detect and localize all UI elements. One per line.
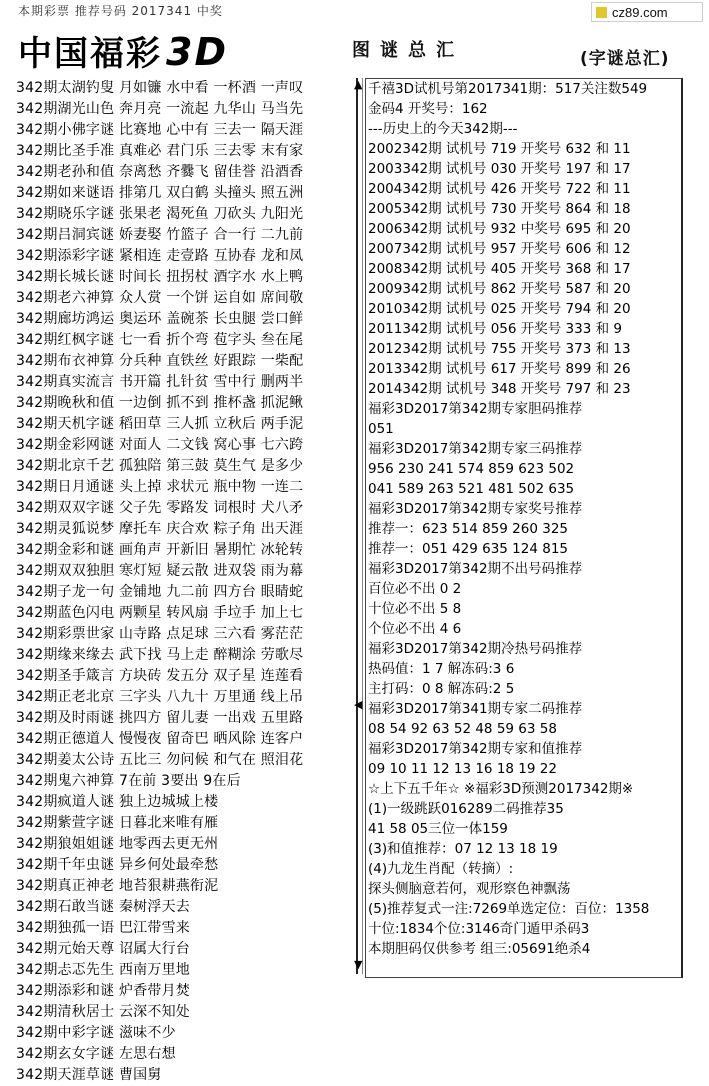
prediction-line: 2008342期 试机号 405 开奖号 368 和 17 (368, 261, 631, 277)
prediction-line: 2013342期 试机号 617 开奖号 899 和 26 (368, 361, 631, 377)
prediction-line: 百位必不出 0 2 (368, 581, 462, 597)
riddle-row: 342期日月通谜 头上掉 求状元 瓶中物 一连二 (16, 479, 304, 495)
riddle-row: 342期天机字谜 稻田草 三人抓 立秋后 两手泥 (16, 416, 304, 432)
prediction-line: 2005342期 试机号 730 开奖号 864 和 18 (368, 201, 631, 217)
badge-square-icon (596, 7, 607, 18)
prediction-line: 热码值：1 7 解冻码:3 6 (368, 661, 515, 677)
riddle-row: 342期廊坊鸿运 奥运环 盖碗茶 长虫腿 尝口鲜 (16, 311, 304, 327)
riddle-row: 342期清秋居士 云深不知处 (16, 1004, 190, 1020)
prediction-line: 08 54 92 63 52 48 59 63 58 (368, 721, 557, 737)
riddle-row: 342期湖光山色 奔月亮 一流起 九华山 马当先 (16, 101, 304, 117)
prediction-line: 千禧3D试机号第2017341期：517关注数549 (368, 81, 648, 97)
prediction-line: 2014342期 试机号 348 开奖号 797 和 23 (368, 381, 631, 397)
prediction-line: 2012342期 试机号 755 开奖号 373 和 13 (368, 341, 631, 357)
banner-title-text: 中国福彩 (18, 34, 162, 74)
scrollbar-track[interactable] (362, 78, 363, 974)
prediction-line: 福彩3D2017第342期冷热号码推荐 (368, 641, 583, 657)
riddle-row: 342期正德道人 慢慢夜 留奇巴 晒风除 连客户 (16, 731, 304, 747)
riddle-row: 342期老六神算 众人赏 一个饼 运自如 席间敬 (16, 290, 304, 306)
riddle-row: 342期独孤一语 巴江带雪来 (16, 920, 190, 936)
riddle-row: 342期金彩网谜 对面人 二文钱 窝心事 七六跨 (16, 437, 304, 453)
riddle-row: 342期缘来缘去 武下找 马上走 醉糊涂 劳歌尽 (16, 647, 304, 663)
riddle-row: 342期添彩和谜 炉香带月焚 (16, 983, 190, 999)
prediction-line: 2004342期 试机号 426 开奖号 722 和 11 (368, 181, 631, 197)
banner-right-text2: (字谜总汇) (580, 49, 670, 69)
badge-text: cz89.com (612, 4, 668, 20)
prediction-line: 41 58 05三位一体159 (368, 821, 508, 837)
scroll-arrow-icon[interactable]: ◀ (354, 698, 363, 711)
riddle-row: 342期老孙和值 奈离愁 齐爨飞 留佳誉 沿酒香 (16, 164, 304, 180)
prediction-line: 福彩3D2017第342期专家胆码推荐 (368, 401, 583, 417)
riddle-row: 342期晚秋和值 一边倒 抓不到 推杯盏 抓泥鳅 (16, 395, 304, 411)
prediction-line: ☆上下五千年☆ ※福彩3D预测2017342期※ (368, 781, 634, 797)
prediction-line: (3)和值推荐：07 12 13 18 19 (368, 841, 558, 857)
top-strip-text: 本期彩票 推荐号码 2017341 中奖 (18, 4, 223, 18)
prediction-line: (4)九龙生肖配（转摘）: (368, 861, 514, 877)
prediction-line: (5)推荐复式一注:7269单选定位：百位：1358 (368, 901, 650, 917)
riddle-row: 342期圣手箴言 方块砖 发五分 双子星 连莲看 (16, 668, 304, 684)
prediction-line: 2003342期 试机号 030 开奖号 197 和 17 (368, 161, 631, 177)
prediction-line: 福彩3D2017第342期专家和值推荐 (368, 741, 583, 757)
site-badge[interactable] (591, 2, 703, 22)
riddle-row: 342期太湖钓叟 月如镰 水中看 一杯酒 一声叹 (16, 80, 304, 96)
banner-title-3d: 3D (166, 30, 228, 74)
riddle-row: 342期疯道人谜 独上边城城上楼 (16, 794, 219, 810)
banner-title (18, 26, 228, 75)
prediction-line: 十位:1834个位:3146奇门遁甲杀码3 (368, 921, 590, 937)
riddle-row: 342期真实流言 书开篇 扎针贫 雪中行 删两半 (16, 374, 304, 390)
riddle-row: 342期真正神老 地苔狠耕燕衔泥 (16, 878, 219, 894)
riddle-row: 342期晓乐字谜 张果老 渴死鱼 刀砍头 九阳光 (16, 206, 304, 222)
riddle-row: 342期彩票世家 山寺路 点足球 三六看 雾茫茫 (16, 626, 304, 642)
banner-right-text: 图谜总汇 (352, 40, 464, 61)
riddle-row: 342期双双字谜 父子先 零路发 词根时 犬八矛 (16, 500, 304, 516)
riddle-list (16, 78, 350, 1086)
riddle-row: 342期紫萱字谜 日暮北来唯有雁 (16, 815, 219, 831)
prediction-line: 福彩3D2017第341期专家二码推荐 (368, 701, 583, 717)
riddle-row: 342期双双独胆 寒灯短 疑云散 进双袋 雨为幕 (16, 563, 304, 579)
prediction-line: 本期胆码仅供参考 组三:05691绝杀4 (368, 941, 591, 957)
riddle-row: 342期比圣手准 真难必 君门乐 三去零 末有家 (16, 143, 304, 159)
top-strip (0, 0, 709, 22)
riddle-row: 342期狼姐姐谜 地零西去更无州 (16, 836, 219, 852)
riddle-row: 342期小佛字谜 比赛地 心中有 三去一 隔天涯 (16, 122, 304, 138)
prediction-line: 推荐一：623 514 859 260 325 (368, 521, 569, 537)
prediction-line: 金码4 开奖号：162 (368, 101, 488, 117)
prediction-line: 041 589 263 521 481 502 635 (368, 481, 575, 497)
riddle-row: 342期长城长谜 时间长 扭拐杖 酒字水 水上鸭 (16, 269, 304, 285)
prediction-panel[interactable] (365, 78, 683, 978)
riddle-row: 342期鬼六神算 7在前 3要出 9在后 (16, 773, 241, 789)
prediction-line: 推荐一：051 429 635 124 815 (368, 541, 569, 557)
riddle-row: 342期及时雨谜 挑四方 留儿妻 一出戏 五里路 (16, 710, 304, 726)
scroll-down-icon[interactable]: ▼ (354, 958, 363, 971)
riddle-row: 342期忐忑先生 西南万里地 (16, 962, 190, 978)
prediction-line: (1)一级跳跃016289二码推荐35 (368, 801, 564, 817)
divider (356, 78, 358, 974)
riddle-row: 342期天涯草谜 曹国舅 (16, 1067, 162, 1083)
scroll-up-icon[interactable]: ▲ (354, 78, 363, 91)
riddle-row: 342期北京千艺 孤独陪 第三鼓 莫生气 是多少 (16, 458, 304, 474)
prediction-line: 2009342期 试机号 862 开奖号 587 和 20 (368, 281, 631, 297)
riddle-row: 342期元始天尊 诏属大行台 (16, 941, 190, 957)
banner-right (352, 36, 670, 69)
prediction-line: 09 10 11 12 13 16 18 19 22 (368, 761, 557, 777)
riddle-row: 342期石敢当谜 秦树浮天去 (16, 899, 190, 915)
riddle-row: 342期中彩字谜 滋味不少 (16, 1025, 176, 1041)
riddle-row: 342期姜太公诗 五比三 勿问候 和气在 照泪花 (16, 752, 304, 768)
prediction-line: 探头侧脑意若何，观形察色神飘荡 (368, 881, 571, 897)
prediction-line: 956 230 241 574 859 623 502 (368, 461, 575, 477)
riddle-row: 342期灵狐说梦 摩托车 庆合欢 粽子角 出天涯 (16, 521, 304, 537)
prediction-line: 个位必不出 4 6 (368, 621, 462, 637)
prediction-line: 051 (368, 421, 394, 437)
prediction-line: 2010342期 试机号 025 开奖号 794 和 20 (368, 301, 631, 317)
riddle-row: 342期蓝色闪电 两颗星 转风扇 手垃手 加上七 (16, 605, 304, 621)
riddle-row: 342期正老北京 三字头 八九十 万里通 线上吊 (16, 689, 304, 705)
riddle-row: 342期子龙一句 金铺地 九二前 四方台 眼睛蛇 (16, 584, 304, 600)
riddle-row: 342期金彩和谜 画角声 开新旧 暑期忙 冰轮转 (16, 542, 304, 558)
prediction-line: 主打码：0 8 解冻码:2 5 (368, 681, 515, 697)
prediction-line: 2006342期 试机号 932 中奖号 695 和 20 (368, 221, 631, 237)
prediction-line: 福彩3D2017第342期专家三码推荐 (368, 441, 583, 457)
riddle-row: 342期红枫字谜 七一看 折个弯 苞字头 叁在尾 (16, 332, 304, 348)
prediction-line: 2002342期 试机号 719 开奖号 632 和 11 (368, 141, 631, 157)
riddle-row: 342期如来谜语 排第几 双白鹤 头撞头 照五洲 (16, 185, 304, 201)
riddle-row: 342期布衣神算 分兵种 直铁丝 好跟踪 一柴配 (16, 353, 304, 369)
prediction-line: 2007342期 试机号 957 开奖号 606 和 12 (368, 241, 631, 257)
prediction-line: ---历史上的今天342期--- (368, 121, 518, 137)
prediction-line: 福彩3D2017第342期不出号码推荐 (368, 561, 583, 577)
prediction-line: 2011342期 试机号 056 开奖号 333 和 9 (368, 321, 622, 337)
riddle-row: 342期千年虫谜 异乡何处最牵愁 (16, 857, 219, 873)
prediction-line: 福彩3D2017第342期专家奖号推荐 (368, 501, 583, 517)
prediction-line: 十位必不出 5 8 (368, 601, 462, 617)
riddle-row: 342期玄女字谜 左思右想 (16, 1046, 176, 1062)
riddle-row: 342期吕洞宾谜 娇妻娶 竹篮子 合一行 二九前 (16, 227, 304, 243)
riddle-row: 342期添彩字谜 紧相连 走壹路 互协春 龙和凤 (16, 248, 304, 264)
